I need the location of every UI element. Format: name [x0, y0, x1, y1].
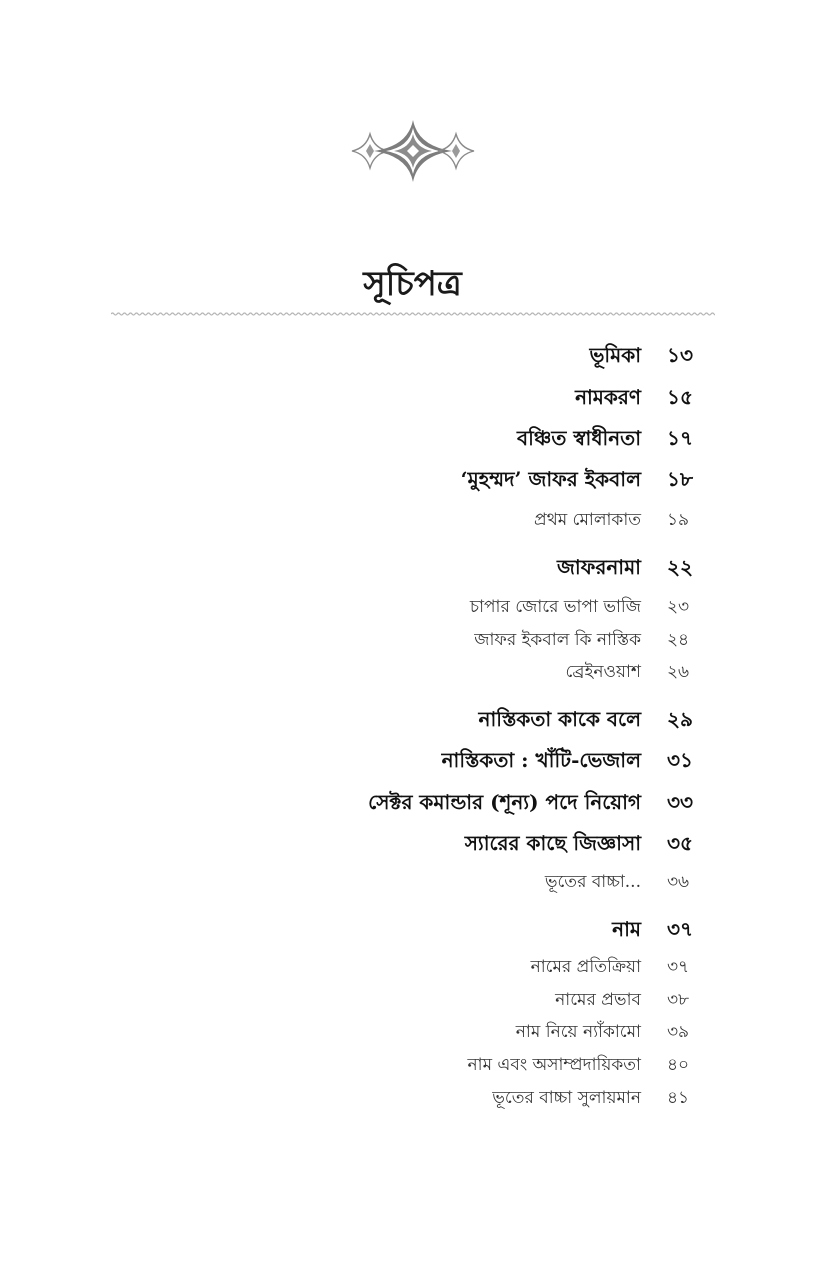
toc-entry-title: ব্রেইনওয়াশ	[565, 662, 641, 682]
ornament-stars-icon	[0, 112, 825, 190]
toc-entry-title: ভূতের বাচ্চা সুলায়মান	[492, 1088, 641, 1108]
toc-entry[interactable]	[111, 702, 715, 736]
toc-entry[interactable]	[111, 785, 715, 819]
toc-entry-page-number: ৩৫	[667, 831, 693, 855]
toc-entry[interactable]	[111, 550, 715, 584]
toc-entry-page-number: ৪০	[667, 1055, 690, 1075]
toc-entry[interactable]	[111, 380, 715, 414]
toc-entry-page-number: ৩৬	[667, 872, 690, 892]
toc-entry[interactable]	[111, 655, 715, 689]
toc-entry[interactable]	[111, 1081, 715, 1115]
toc-entry-title: প্রথম মোলাকাত	[534, 510, 641, 530]
toc-entry-page-number: ৪১	[667, 1088, 690, 1108]
toc-entry-title: সেক্টর কমান্ডার (শূন্য) পদে নিয়োগ	[368, 790, 641, 814]
toc-entry[interactable]	[111, 623, 715, 657]
toc-entry[interactable]	[111, 1048, 715, 1082]
page-title: সূচিপত্র	[363, 264, 462, 304]
toc-entry-page-number: ১৫	[667, 385, 693, 409]
toc-entry-title: ‘মুহম্মদ’ জাফর ইকবাল	[460, 467, 641, 491]
toc-entry-title: ভূমিকা	[589, 343, 641, 367]
toc-entry-title: নামের প্রতিক্রিয়া	[530, 957, 641, 977]
toc-entry-page-number: ১৭	[667, 426, 693, 450]
toc-entry-title: নাম	[612, 917, 641, 941]
toc-entry-page-number: ৩৩	[667, 790, 694, 814]
toc-entry[interactable]	[111, 743, 715, 777]
toc-entry-title: স্যারের কাছে জিজ্ঞাসা	[464, 831, 641, 855]
toc-entry-title: চাপার জোরে ভাপা ভাজি	[469, 597, 641, 617]
toc-entry[interactable]	[111, 983, 715, 1017]
toc-entry-page-number: ১৮	[667, 467, 693, 491]
toc-entry-title: নামকরণ	[575, 385, 641, 409]
toc-entry[interactable]	[111, 1015, 715, 1049]
toc-entry-title: নামের প্রভাব	[555, 990, 641, 1010]
toc-entry-page-number: ২৯	[667, 707, 693, 731]
toc-entry[interactable]	[111, 826, 715, 860]
toc-entry-page-number: ৩৭	[667, 957, 690, 977]
toc-entry[interactable]	[111, 950, 715, 984]
toc-entry[interactable]	[111, 421, 715, 455]
toc-entry[interactable]	[111, 912, 715, 946]
toc-entry-page-number: ২৪	[667, 630, 690, 650]
toc-entry-title: নাম এবং অসাম্প্রদায়িকতা	[467, 1055, 641, 1075]
toc-entry[interactable]	[111, 462, 715, 496]
toc-entry-title: বঞ্চিত স্বাধীনতা	[517, 426, 641, 450]
toc-entry-page-number: ২২	[667, 555, 694, 579]
toc-entry-title: জাফর ইকবাল কি নাস্তিক	[474, 630, 641, 650]
toc-entry-title: জাফরনামা	[557, 555, 641, 579]
toc-entry-page-number: ৩৮	[667, 990, 690, 1010]
toc-entry[interactable]	[111, 503, 715, 537]
toc-entry-page-number: ৩৭	[667, 917, 694, 941]
toc-entry-page-number: ৩১	[667, 748, 693, 772]
toc-entry-title: নাস্তিকতা কাকে বলে	[478, 707, 641, 731]
toc-entry[interactable]	[111, 338, 715, 372]
toc-entry-title: ভূতের বাচ্চা...	[544, 872, 641, 892]
toc-entry-page-number: ১৩	[667, 343, 693, 367]
toc-entry-title: নাম নিয়ে ন্যাঁকামো	[515, 1022, 641, 1042]
toc-entry-page-number: ১৯	[667, 510, 690, 530]
title-divider	[111, 309, 715, 319]
toc-entry-page-number: ২৩	[667, 597, 690, 617]
toc-entry-page-number: ২৬	[667, 662, 690, 682]
toc-entry[interactable]	[111, 865, 715, 899]
toc-entry-page-number: ৩৯	[667, 1022, 690, 1042]
toc-entry-title: নাস্তিকতা : খাঁটি-ভেজাল	[441, 748, 641, 772]
toc-entry[interactable]	[111, 590, 715, 624]
